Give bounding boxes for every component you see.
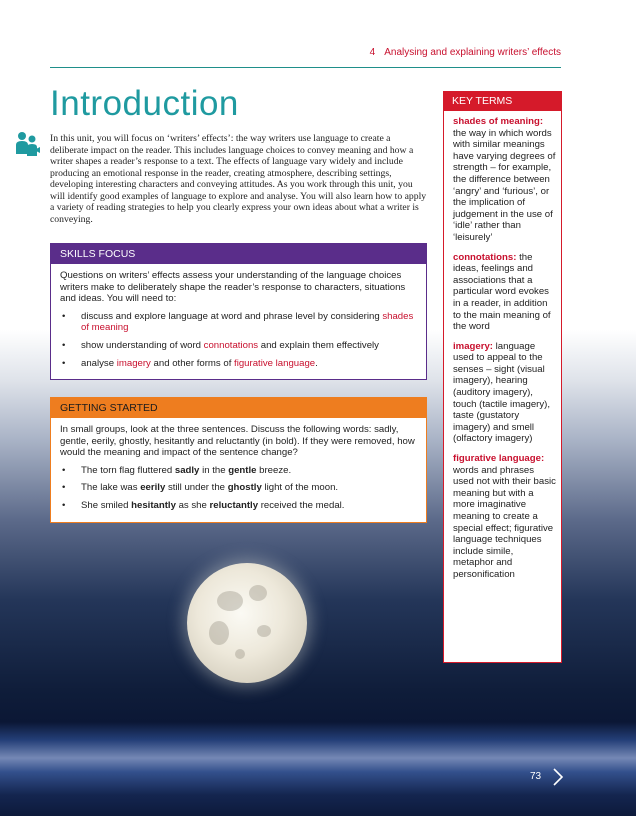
getting-started-heading: GETTING STARTED bbox=[51, 398, 426, 418]
skills-focus-heading: SKILLS FOCUS bbox=[51, 244, 426, 264]
skills-focus-list bbox=[51, 311, 426, 369]
key-term-name: imagery: bbox=[453, 340, 493, 352]
skills-focus-text: Questions on writers’ effects assess your understanding of the language choices writers make to deliberately shape the reader’s response to characters, situations and ideas. You will need to: bbox=[60, 270, 406, 305]
key-term-entry bbox=[453, 252, 556, 333]
getting-started-text: In small groups, look at the three sentences. Discuss the following words: sadly, gentle, eerily, ghostly, hesitantly and reluctantly (in bold). If they were removed, how would the meaning and impact of the sentence change? bbox=[60, 424, 415, 459]
key-term-entry bbox=[453, 116, 556, 244]
key-terms-heading: KEY TERMS bbox=[444, 92, 561, 111]
key-term-entry bbox=[453, 341, 556, 445]
skills-bullet: • show understanding of word connotations and explain them effectively bbox=[62, 339, 379, 351]
skills-focus-box bbox=[50, 243, 427, 380]
key-terms-box bbox=[443, 91, 562, 663]
example-sentence: • The torn flag fluttered sadly in the gentle breeze. bbox=[62, 464, 292, 476]
key-term-definition: language used to appeal to the senses – sight (visual imagery), hearing (auditory imagery), touch (tactile imagery), taste (gustatory imagery) and smell (olfactory imagery) bbox=[453, 340, 551, 445]
chevron-right-icon[interactable] bbox=[551, 767, 565, 787]
example-sentence: • The lake was eerily still under the ghostly light of the moon. bbox=[62, 482, 339, 494]
key-term-name: figurative language: bbox=[453, 453, 545, 465]
intro-paragraph: In this unit, you will focus on ‘writers’ effects’: the way writers use language to create a deliberate impact on the reader. This includes language choices to convey meaning and how a writer shapes a reader’s response to a text. The effects of language vary widely and include producing an emotional response in the reader, creating atmosphere, describing settings, developing interesting characters and conveying attitudes. As you work through this unit, you will identify good examples of language to explore and analyse. You will also learn how to apply a variety of reading strategies to help you clearly express your own ideas about what a writer is conveying. bbox=[50, 133, 427, 225]
full-moon-image bbox=[187, 563, 307, 683]
key-term-entry bbox=[453, 453, 556, 581]
skills-bullet: • analyse imagery and other forms of figurative language. bbox=[62, 357, 318, 369]
key-term-definition: the ideas, feelings and associations that a particular word evokes in a reader, in addition to the main meaning of the word bbox=[453, 251, 551, 333]
key-term-name: connotations: bbox=[453, 251, 517, 263]
page-number: 73 bbox=[530, 771, 542, 782]
getting-started-box bbox=[50, 397, 427, 523]
example-sentence: • She smiled hesitantly as she reluctantly received the medal. bbox=[62, 499, 345, 511]
chapter-title: Analysing and explaining writers’ effects bbox=[384, 47, 561, 58]
key-term-definition: the way in which words with similar meanings have varying degrees of strength – for example, the difference between ‘angry’ and ‘furious’, or the implication of judgement in the use of ‘idle’ rather than ‘leisurely’ bbox=[453, 127, 556, 243]
header-rule bbox=[50, 67, 561, 68]
key-term-definition: words and phrases used not with their basic meaning but with a more imaginative meaning to create a special effect; figurative language techniques include simile, metaphor and personification bbox=[453, 464, 556, 580]
key-term-link: connotations bbox=[203, 339, 259, 351]
key-term-link: figurative language bbox=[234, 357, 316, 369]
group-discussion-icon bbox=[13, 130, 41, 158]
chapter-number: 4 bbox=[369, 47, 376, 58]
skills-bullet: • discuss and explore language at word and phrase level by considering shades of meaning bbox=[62, 310, 414, 334]
running-header bbox=[370, 47, 561, 58]
page-title: Introduction bbox=[50, 84, 239, 123]
example-sentences-list bbox=[51, 465, 426, 512]
key-term-name: shades of meaning: bbox=[453, 116, 544, 127]
key-term-link: shades of meaning bbox=[81, 310, 414, 334]
key-term-link: imagery bbox=[116, 357, 151, 369]
